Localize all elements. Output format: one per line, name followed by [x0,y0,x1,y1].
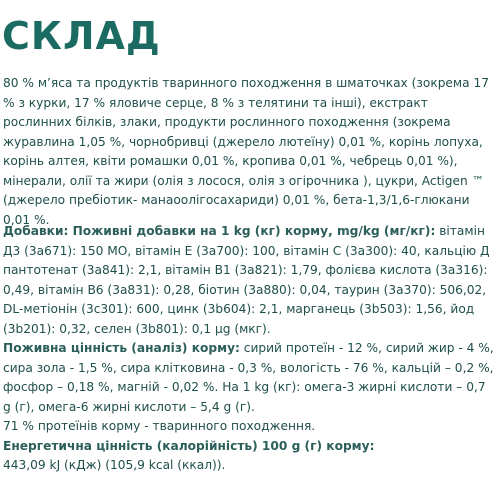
page-title: СКЛАД [2,14,161,58]
nutrition-text: сирий протеїн - 12 %, сирий жир - 4 %, сира зола - 1,5 %, сира клітковина - 0,3 %, вологість - 76 %, кальцій – 0,2 %, фосфор – 0,18 %, магній - 0,02 %. На 1 kg (кг): омега-3 жирні кислоти – 0,7 g (г), омега-6 жирні кислоти – 5,4 g (г). [3,341,494,414]
additives-label: Добавки: Поживні добавки на 1 kg (кг) корму, mg/kg (мг/кг): [3,224,436,238]
protein-note: 71 % протеїнів корму - тваринного походження. [3,419,316,433]
energy-text: 443,09 kJ (кДж) (105,9 kcal (ккал)). [3,458,226,472]
additives-text: вітамін Д3 (3а671): 150 МО, вітамін Е (3а700): 100, вітамін С (3а300): 40, кальцію Д пантотенат (3а841): 2,1, вітамін В1 (3а821): 1,79, фолієва кислота (3а316): 0,49, вітамін В6 (3а831): 0,28, біотин (3а880): 0,04, таурин (3а370): 506,02, DL-метіонін (3с301): 600, цинк (3b604): 2,1, марганець (3b503): 1,56, йод (3b201): 0,32, селен (3b801): 0,1 µg (мкг). [3,224,490,336]
energy-paragraph [3,437,497,476]
composition-text: 80 % м’яса та продуктів тваринного походження в шматочках (зокрема 17 % з курки, 17 % яловиче серце, 8 % з телятини та інші), екстракт рослинних білків, злаки, продукти рослинного походження (зокрема журавлина 1,05 %, чорнобривці (джерело лютеїну) 0,01 %, корінь лопуха, корінь алтея, квіти ромашки 0,01 %, кропива 0,01 %, чебрець 0,01 %), мінерали, олії та жири (олія з лосося, олія з огірочника ), цукри, Actigen ™ (джерело пребіотик- манаоолігосахариди) 0,01 %, бета-1,3/1,6-глюкани 0,01 %. [3,76,489,227]
energy-label: Енергетична цінність (калорійність) 100 g (г) корму: [3,438,375,453]
additives-paragraph [3,222,497,339]
nutrition-label: Поживна цінність (аналіз) корму: [3,341,240,355]
nutrition-paragraph [3,339,497,417]
details-block [3,222,497,476]
